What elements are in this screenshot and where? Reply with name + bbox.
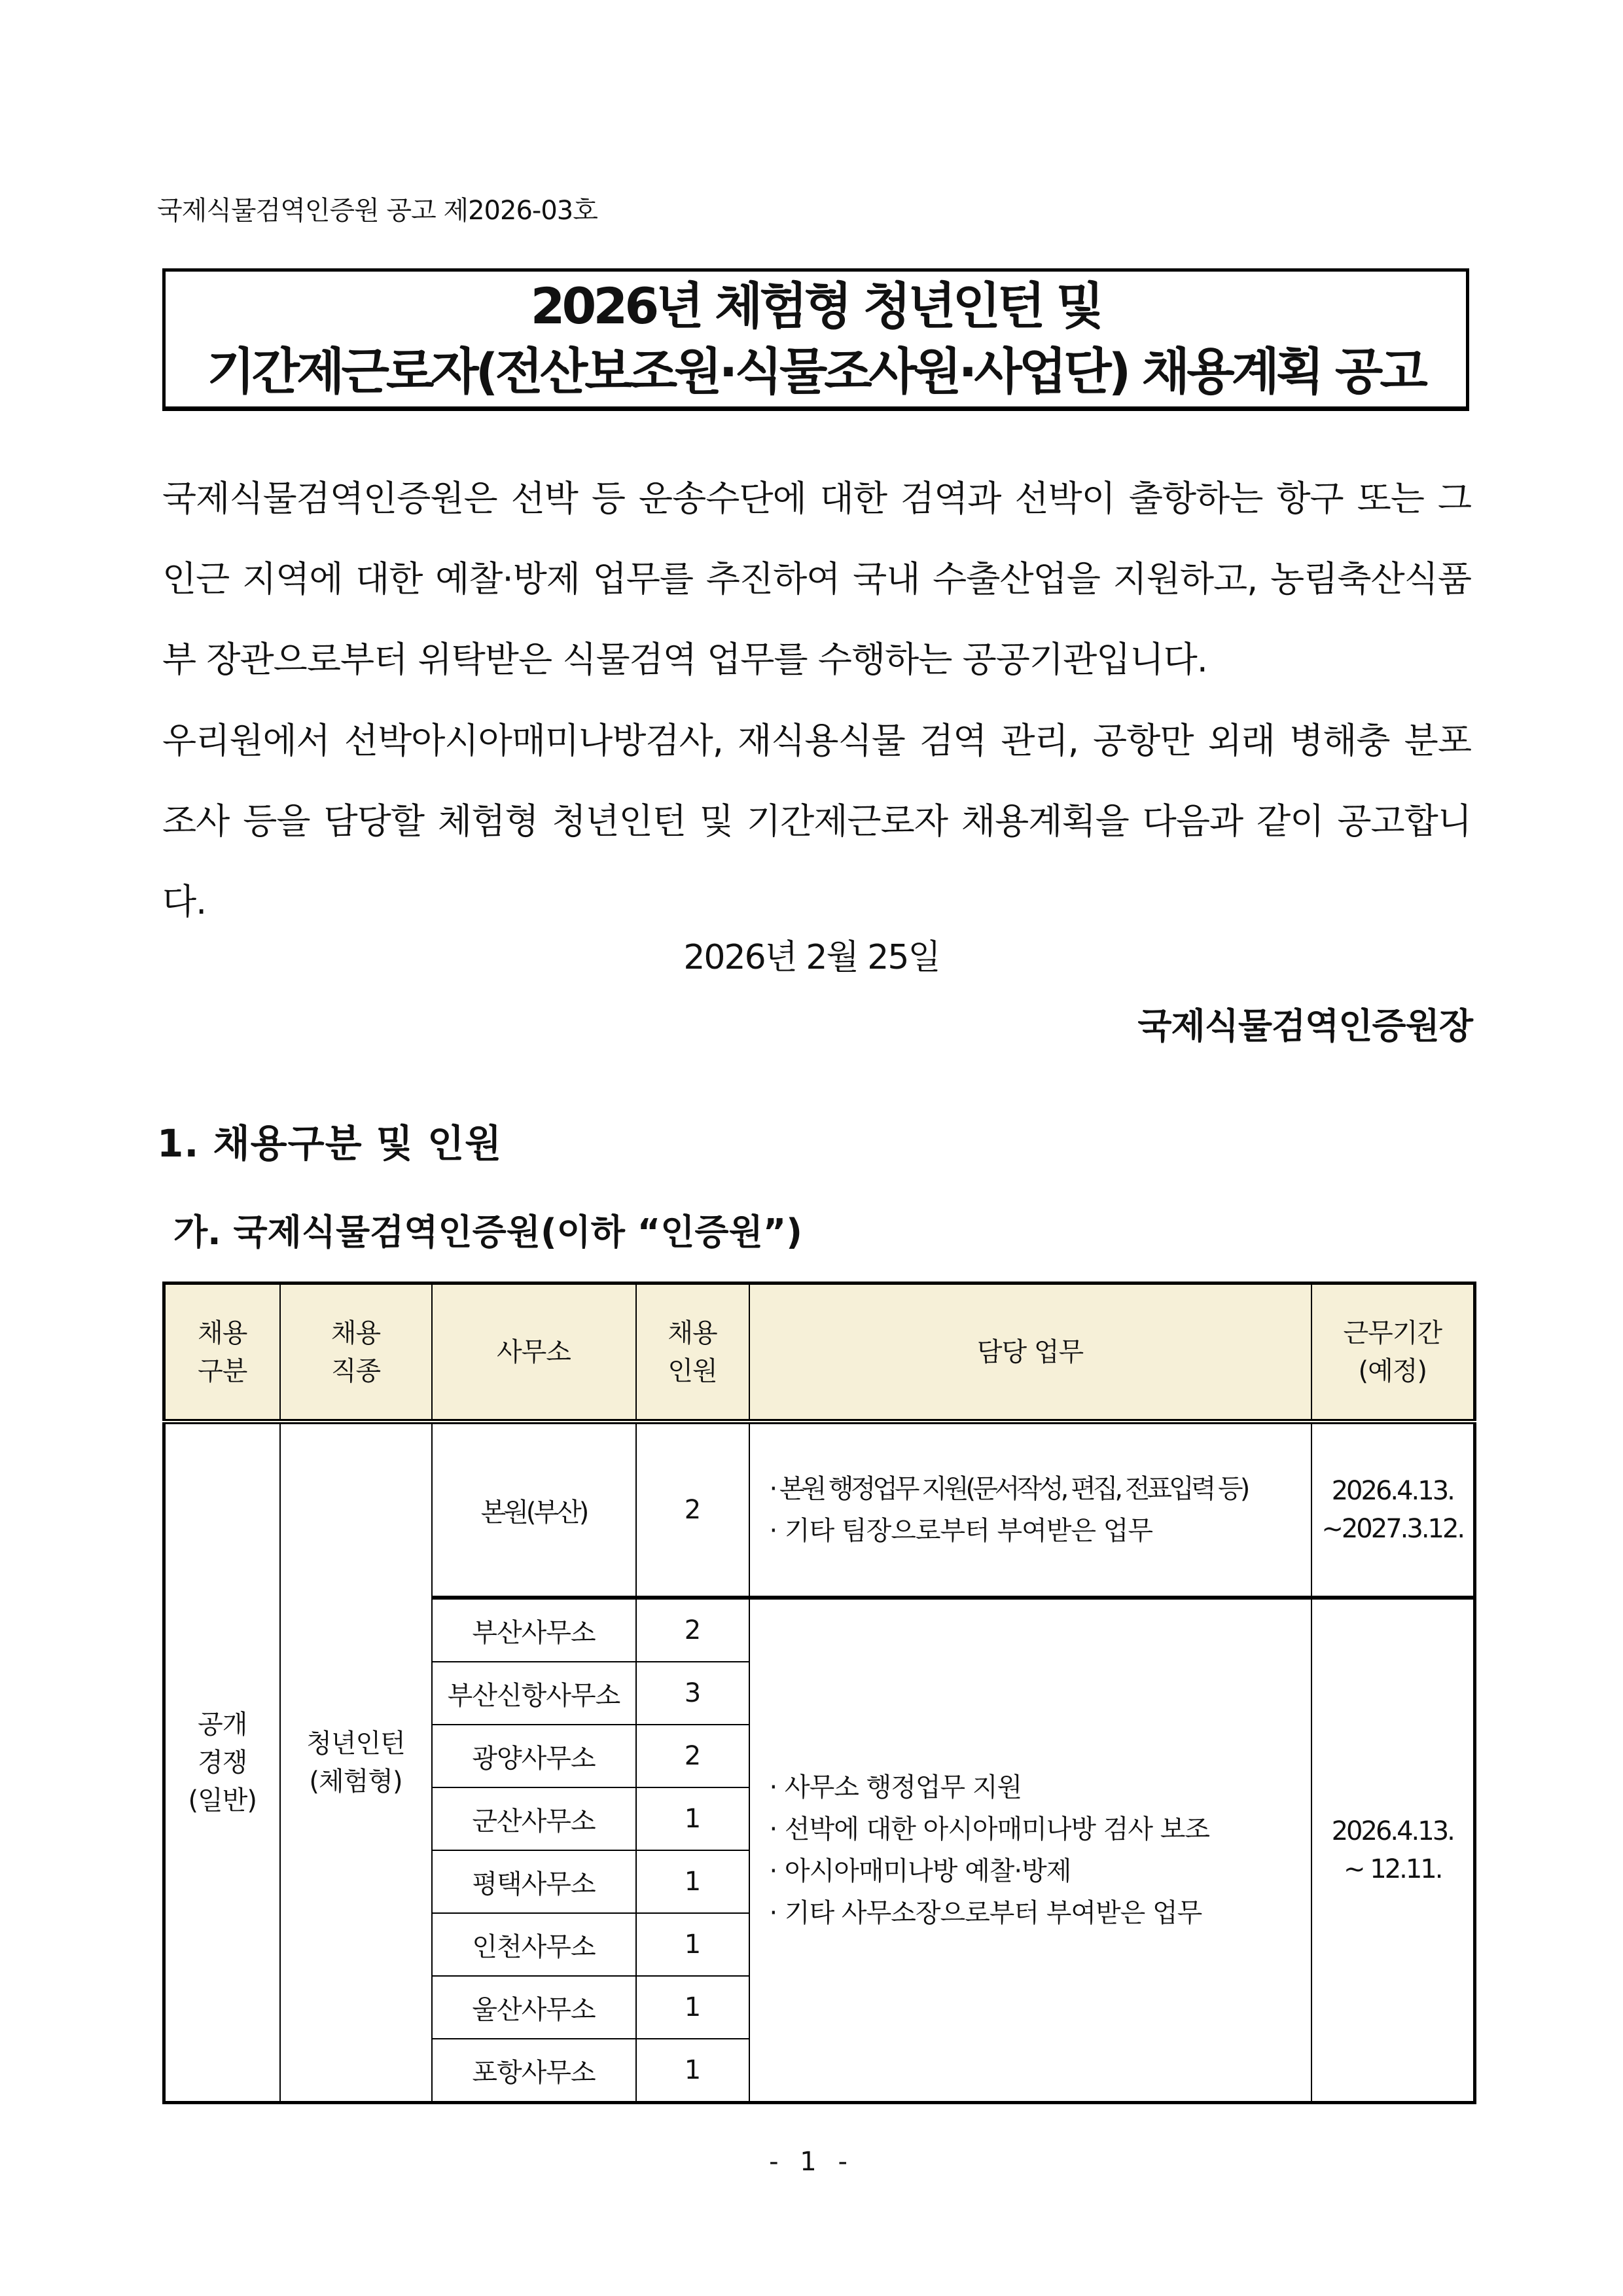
headcount-cell: 1 <box>636 1850 749 1913</box>
headcount-cell: 2 <box>636 1598 749 1662</box>
column-header-office: 사무소 <box>432 1283 636 1422</box>
headcount-cell: 1 <box>636 2039 749 2103</box>
notice-number: 국제식물검역인증원 공고 제2026-03호 <box>157 196 597 226</box>
column-header-period: 근무기간 (예정) <box>1311 1283 1475 1422</box>
title-line-1: 2026년 체험형 청년인턴 및 <box>530 277 1101 335</box>
column-header-duties: 담당 업무 <box>749 1283 1311 1422</box>
column-header-recruit-type: 채용 구분 <box>164 1283 280 1422</box>
office-cell: 평택사무소 <box>432 1850 636 1913</box>
office-cell: 인천사무소 <box>432 1913 636 1976</box>
title-line-2: 기간제근로자(전산보조원·식물조사원·사업단) 채용계획 공고 <box>207 342 1425 401</box>
office-cell: 군산사무소 <box>432 1787 636 1850</box>
headcount-cell: 2 <box>636 1422 749 1598</box>
duties-cell: · 본원 행정업무 지원(문서작성, 편집, 전표입력 등) · 기타 팀장으로부터 부여받은 업무 <box>749 1422 1311 1598</box>
title-box <box>162 268 1469 411</box>
table-row <box>164 1422 1475 1598</box>
intro-paragraph-1: 국제식물검역인증원은 선박 등 운송수단에 대한 검역과 선박이 출항하는 항구 또는 그 인근 지역에 대한 예찰·방제 업무를 추진하여 국내 수출산업을 지원하고, 농림축산식품부 장관으로부터 위탁받은 식물검역 업무를 수행하는 공공기관입니다. <box>162 478 1471 680</box>
duties-cell: · 사무소 행정업무 지원 · 선박에 대한 아시아매미나방 검사 보조 · 아시아매미나방 예찰·방제 · 기타 사무소장으로부터 부여받은 업무 <box>749 1598 1311 2103</box>
headcount-cell: 2 <box>636 1725 749 1787</box>
recruitment-table <box>162 1282 1476 2104</box>
office-cell: 포항사무소 <box>432 2039 636 2103</box>
signer: 국제식물검역인증원장 <box>1137 1005 1472 1047</box>
period-cell: 2026.4.13. ~ 12.11. <box>1311 1598 1475 2103</box>
job-type-cell: 청년인턴 (체험형) <box>280 1422 432 2103</box>
recruit-type-cell: 공개 경쟁 (일반) <box>164 1422 280 2103</box>
headcount-cell: 1 <box>636 1976 749 2039</box>
headcount-cell: 1 <box>636 1787 749 1850</box>
office-cell: 본원(부산) <box>432 1422 636 1598</box>
period-cell: 2026.4.13. ~2027.3.12. <box>1311 1422 1475 1598</box>
column-header-headcount: 채용 인원 <box>636 1283 749 1422</box>
section-heading: 1. 채용구분 및 인원 <box>157 1121 503 1166</box>
office-cell: 광양사무소 <box>432 1725 636 1787</box>
office-cell: 울산사무소 <box>432 1976 636 2039</box>
announcement-date: 2026년 2월 25일 <box>683 938 940 977</box>
office-cell: 부산사무소 <box>432 1598 636 1662</box>
table-header-row <box>164 1283 1475 1422</box>
headcount-cell: 3 <box>636 1662 749 1725</box>
column-header-job-type: 채용 직종 <box>280 1283 432 1422</box>
page-number: - 1 - <box>769 2147 854 2177</box>
subsection-heading: 가. 국제식물검역인증원(이하 “인증원”) <box>173 1211 802 1253</box>
headcount-cell: 1 <box>636 1913 749 1976</box>
office-cell: 부산신항사무소 <box>432 1662 636 1725</box>
intro-paragraph-2: 우리원에서 선박아시아매미나방검사, 재식용식물 검역 관리, 공항만 외래 병해충 분포조사 등을 담당할 체험형 청년인턴 및 기간제근로자 채용계획을 다음과 같이 공고합니다. <box>162 720 1471 922</box>
